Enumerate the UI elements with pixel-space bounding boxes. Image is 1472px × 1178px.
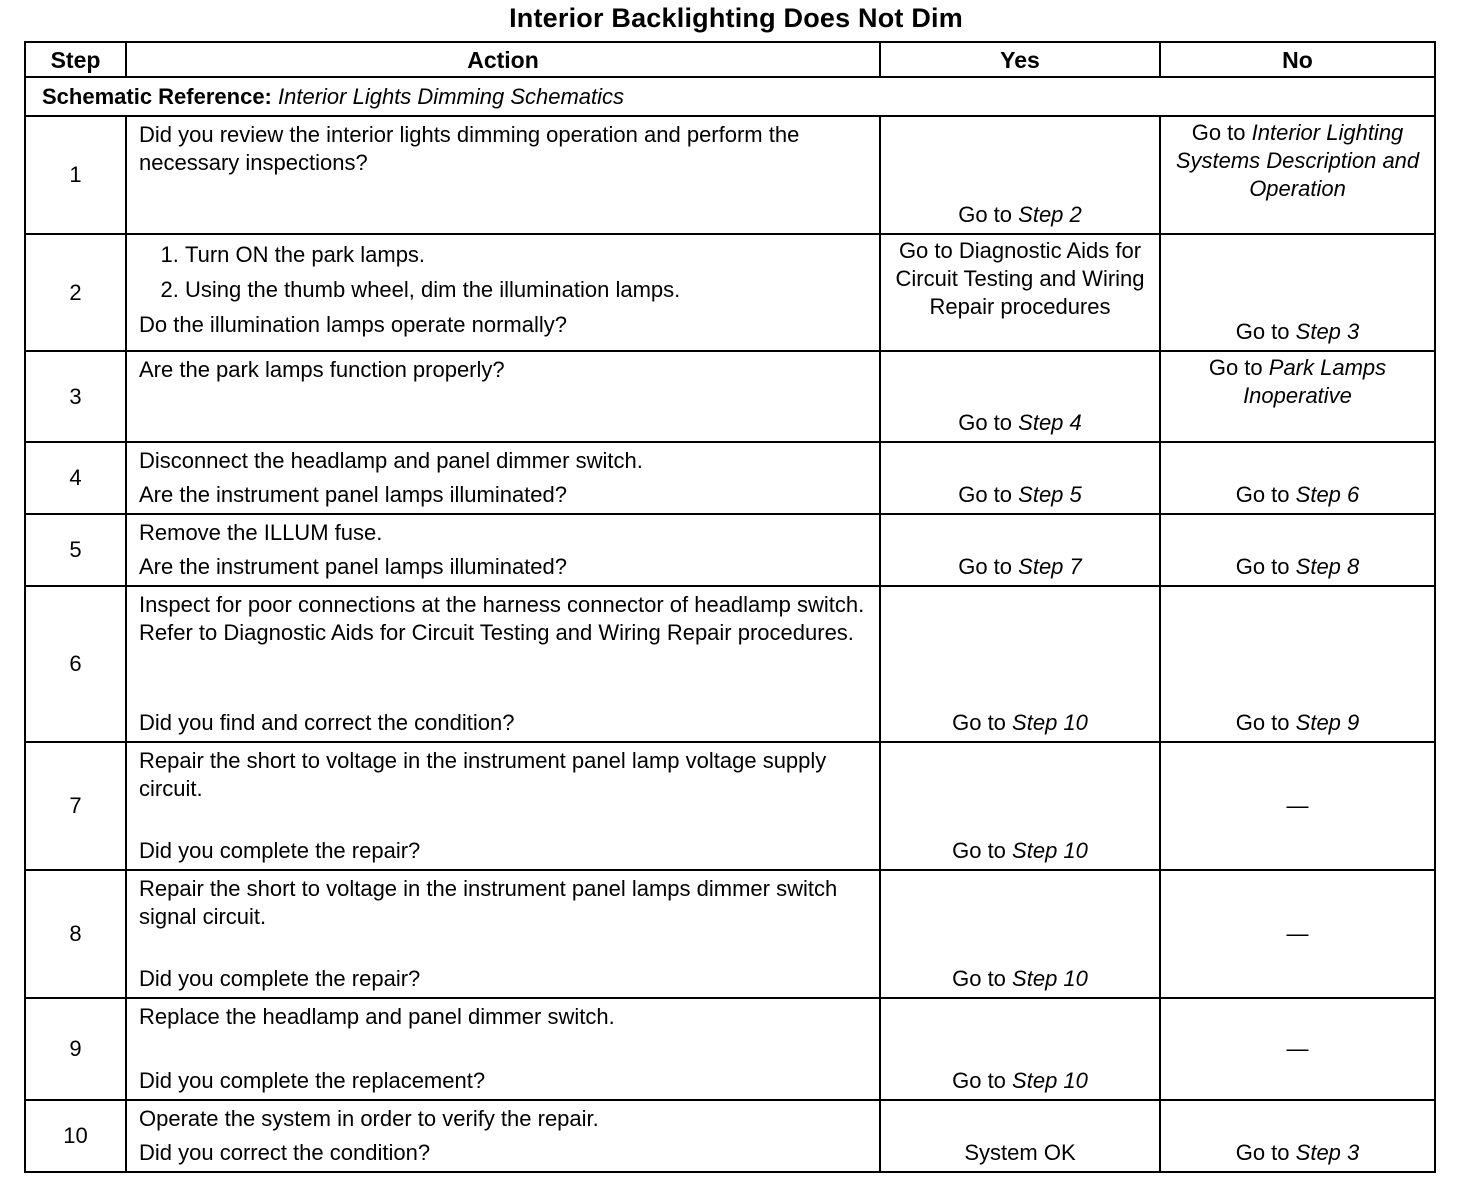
schematic-reference-link[interactable]: Interior Lights Dimming Schematics bbox=[278, 83, 625, 109]
no-dash: — bbox=[1286, 1036, 1309, 1061]
yes-result: System OK bbox=[964, 1140, 1076, 1165]
diagnostic-table bbox=[24, 41, 1436, 1173]
no-cell bbox=[1160, 586, 1435, 742]
yes-cell bbox=[880, 1100, 1160, 1172]
page-title: Interior Backlighting Does Not Dim bbox=[509, 3, 963, 33]
action-content bbox=[139, 1003, 869, 1095]
no-cell bbox=[1160, 742, 1435, 870]
no-reference-link[interactable]: Interior Lighting Systems Description and Operation bbox=[1175, 120, 1420, 201]
header-action: Action bbox=[126, 42, 880, 77]
yes-step-link[interactable]: Step 10 bbox=[1012, 710, 1088, 735]
step-number: 6 bbox=[25, 586, 126, 742]
action-text: Disconnect the headlamp and panel dimmer switch. bbox=[139, 448, 643, 473]
yes-prefix: Go to bbox=[958, 202, 1013, 227]
yes-cell bbox=[880, 998, 1160, 1100]
action-cell bbox=[126, 1100, 880, 1172]
yes-step-link[interactable]: Step 10 bbox=[1012, 966, 1088, 991]
no-prefix: Go to bbox=[1235, 319, 1290, 344]
action-text: Operate the system in order to verify the repair. bbox=[139, 1106, 599, 1131]
no-cell bbox=[1160, 870, 1435, 998]
action-cell bbox=[126, 870, 880, 998]
schematic-reference-row bbox=[25, 77, 1435, 116]
action-content bbox=[139, 747, 869, 865]
no-cell bbox=[1160, 442, 1435, 514]
action-cell bbox=[126, 514, 880, 586]
yes-cell bbox=[880, 234, 1160, 351]
action-content bbox=[139, 875, 869, 993]
action-question: Did you complete the repair? bbox=[139, 966, 421, 991]
no-prefix: Go to bbox=[1191, 120, 1246, 145]
yes-cell bbox=[880, 442, 1160, 514]
table-row bbox=[25, 351, 1435, 442]
action-cell bbox=[126, 351, 880, 442]
no-cell bbox=[1160, 998, 1435, 1100]
step-number: 1 bbox=[25, 116, 126, 234]
action-list-item: 2. Using the thumb wheel, dim the illumination lamps. bbox=[185, 276, 869, 304]
action-text: Inspect for poor connections at the harness connector of headlamp switch. Refer to Diagnostic Aids for Circuit Testing and Wiring Repair procedures. bbox=[139, 592, 865, 645]
no-step-link[interactable]: Step 3 bbox=[1295, 1140, 1360, 1165]
yes-prefix: Go to bbox=[952, 710, 1006, 735]
yes-step-link[interactable]: Step 10 bbox=[1012, 1068, 1088, 1093]
step-number: 3 bbox=[25, 351, 126, 442]
action-cell bbox=[126, 586, 880, 742]
yes-cell bbox=[880, 116, 1160, 234]
table-row bbox=[25, 116, 1435, 234]
no-cell bbox=[1160, 234, 1435, 351]
header-step: Step bbox=[25, 42, 126, 77]
action-question: Are the instrument panel lamps illuminated? bbox=[139, 554, 568, 579]
no-step-link[interactable]: Step 9 bbox=[1295, 710, 1360, 735]
step-number: 2 bbox=[25, 234, 126, 351]
action-cell bbox=[126, 742, 880, 870]
yes-step-link[interactable]: Step 10 bbox=[1012, 838, 1088, 863]
action-content bbox=[139, 591, 869, 737]
yes-cell bbox=[880, 586, 1160, 742]
yes-reference-link[interactable]: Go to Diagnostic Aids for Circuit Testing and Wiring Repair procedures bbox=[895, 238, 1145, 319]
header-row bbox=[25, 42, 1435, 77]
step-number: 8 bbox=[25, 870, 126, 998]
action-text: Replace the headlamp and panel dimmer switch. bbox=[139, 1004, 615, 1029]
no-step-link[interactable]: Step 8 bbox=[1295, 554, 1360, 579]
no-cell bbox=[1160, 116, 1435, 234]
no-cell bbox=[1160, 514, 1435, 586]
action-text: Remove the ILLUM fuse. bbox=[139, 520, 383, 545]
action-question: Did you complete the replacement? bbox=[139, 1068, 486, 1093]
table-row bbox=[25, 442, 1435, 514]
no-prefix: Go to bbox=[1235, 482, 1290, 507]
yes-prefix: Go to bbox=[958, 482, 1013, 507]
yes-prefix: Go to bbox=[958, 410, 1013, 435]
action-text: Repair the short to voltage in the instrument panel lamps dimmer switch signal circuit. bbox=[139, 876, 838, 929]
no-dash: — bbox=[1286, 921, 1309, 946]
table-row bbox=[25, 514, 1435, 586]
action-text: Repair the short to voltage in the instrument panel lamp voltage supply circuit. bbox=[139, 748, 827, 801]
no-prefix: Go to bbox=[1235, 1140, 1290, 1165]
yes-cell bbox=[880, 351, 1160, 442]
yes-cell bbox=[880, 742, 1160, 870]
action-list bbox=[139, 241, 869, 304]
yes-prefix: Go to bbox=[958, 554, 1013, 579]
no-dash: — bbox=[1286, 793, 1309, 818]
step-number: 5 bbox=[25, 514, 126, 586]
table-row bbox=[25, 234, 1435, 351]
action-cell bbox=[126, 116, 880, 234]
step-number: 4 bbox=[25, 442, 126, 514]
yes-cell bbox=[880, 514, 1160, 586]
table-row bbox=[25, 870, 1435, 998]
table-row bbox=[25, 1100, 1435, 1172]
no-prefix: Go to bbox=[1235, 554, 1290, 579]
action-question: Are the instrument panel lamps illuminated? bbox=[139, 482, 568, 507]
no-prefix: Go to bbox=[1235, 710, 1290, 735]
header-no: No bbox=[1160, 42, 1435, 77]
table-row bbox=[25, 586, 1435, 742]
yes-prefix: Go to bbox=[952, 1068, 1006, 1093]
yes-prefix: Go to bbox=[952, 838, 1006, 863]
schematic-reference-label: Schematic Reference: bbox=[42, 83, 272, 109]
schematic-reference bbox=[25, 77, 1435, 116]
action-cell bbox=[126, 234, 880, 351]
yes-step-link[interactable]: Step 2 bbox=[1018, 202, 1082, 227]
action-list-item: 1. Turn ON the park lamps. bbox=[185, 241, 869, 269]
step-number: 9 bbox=[25, 998, 126, 1100]
action-cell bbox=[126, 998, 880, 1100]
no-step-link[interactable]: Step 3 bbox=[1295, 319, 1360, 344]
action-question: Did you correct the condition? bbox=[139, 1140, 431, 1165]
action-question: Do the illumination lamps operate normally? bbox=[139, 312, 567, 337]
no-cell bbox=[1160, 351, 1435, 442]
table-row bbox=[25, 742, 1435, 870]
step-number: 7 bbox=[25, 742, 126, 870]
action-question: Did you find and correct the condition? bbox=[139, 710, 515, 735]
yes-step-link[interactable]: Step 7 bbox=[1018, 554, 1082, 579]
step-number: 10 bbox=[25, 1100, 126, 1172]
yes-step-link[interactable]: Step 5 bbox=[1018, 482, 1082, 507]
header-yes: Yes bbox=[880, 42, 1160, 77]
action-text: Did you review the interior lights dimming operation and perform the necessary inspections? bbox=[139, 122, 800, 175]
no-prefix: Go to bbox=[1208, 355, 1263, 380]
action-question: Did you complete the repair? bbox=[139, 838, 421, 863]
yes-prefix: Go to bbox=[952, 966, 1006, 991]
action-text: Are the park lamps function properly? bbox=[139, 357, 505, 382]
yes-step-link[interactable]: Step 4 bbox=[1018, 410, 1082, 435]
no-reference-link[interactable]: Park Lamps Inoperative bbox=[1243, 355, 1387, 408]
action-cell bbox=[126, 442, 880, 514]
no-step-link[interactable]: Step 6 bbox=[1295, 482, 1360, 507]
no-cell bbox=[1160, 1100, 1435, 1172]
yes-cell bbox=[880, 870, 1160, 998]
table-row bbox=[25, 998, 1435, 1100]
